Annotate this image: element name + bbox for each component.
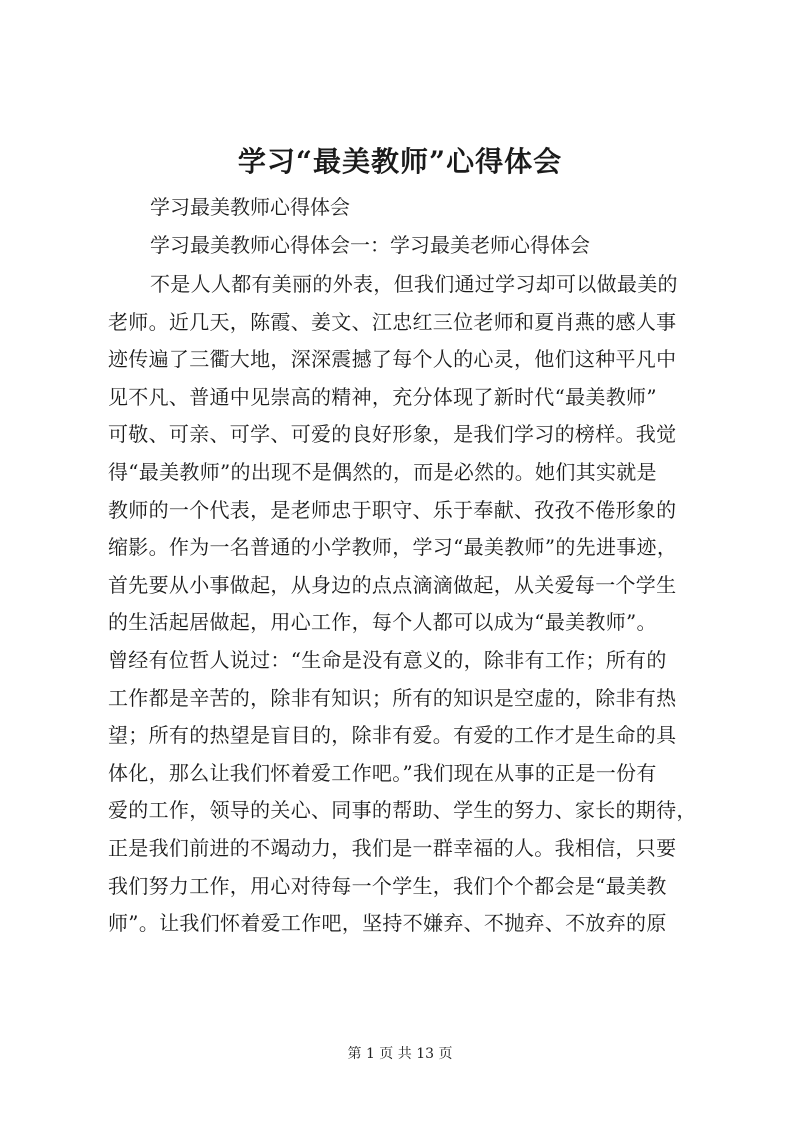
page-footer: 第 1 页 共 13 页 [347, 1046, 453, 1062]
text-line: 教师的一个代表，是老师忠于职守、乐于奉献、孜孜不倦形象的 [108, 497, 677, 522]
text-line: 迹传遍了三衢大地，深深震撼了每个人的心灵，他们这种平凡中 [108, 347, 677, 372]
text-line: 爱的工作，领导的关心、同事的帮助、学生的努力、家长的期待， [108, 798, 697, 823]
text-line: 曾经有位哲人说过：“生命是没有意义的，除非有工作；所有的 [108, 647, 667, 672]
document-title: 学习“最美教师”心得体会 [237, 145, 563, 178]
text-line: 的生活起居做起，用心工作，每个人都可以成为“最美教师”。 [108, 610, 657, 635]
text-line: 得“最美教师”的出现不是偶然的，而是必然的。她们其实就是 [108, 459, 657, 484]
text-line: 体化，那么让我们怀着爱工作吧。”我们现在从事的正是一份有 [108, 760, 657, 785]
text-line: 老师。近几天，陈霞、姜文、江忠红三位老师和夏肖燕的感人事 [108, 309, 677, 334]
text-line: 缩影。作为一名普通的小学教师，学习“最美教师”的先进事迹， [108, 535, 678, 560]
text-line: 师”。让我们怀着爱工作吧，坚持不嫌弃、不抛弃、不放弃的原 [108, 911, 667, 936]
text-line: 工作都是辛苦的，除非有知识；所有的知识是空虚的，除非有热 [108, 685, 677, 710]
text-line: 望；所有的热望是盲目的，除非有爱。有爱的工作才是生命的具 [108, 723, 677, 748]
text-line: 不是人人都有美丽的外表，但我们通过学习却可以做最美的 [150, 272, 678, 296]
text-line: 正是我们前进的不竭动力，我们是一群幸福的人。我相信，只要 [108, 835, 677, 860]
section-subheading: 学习最美教师心得体会一：学习最美老师心得体会 [150, 233, 590, 257]
text-line: 我们努力工作，用心对待每一个学生，我们个个都会是“最美教 [108, 873, 667, 898]
text-line: 可敬、可亲、可学、可爱的良好形象，是我们学习的榜样。我觉 [108, 422, 677, 447]
body-paragraph [108, 266, 708, 943]
text-line: 见不凡、普通中见崇高的精神，充分体现了新时代“最美教师” [108, 384, 657, 409]
text-line: 首先要从小事做起，从身边的点点滴滴做起，从关爱每一个学生 [108, 572, 677, 597]
section-heading: 学习最美教师心得体会 [150, 195, 350, 219]
